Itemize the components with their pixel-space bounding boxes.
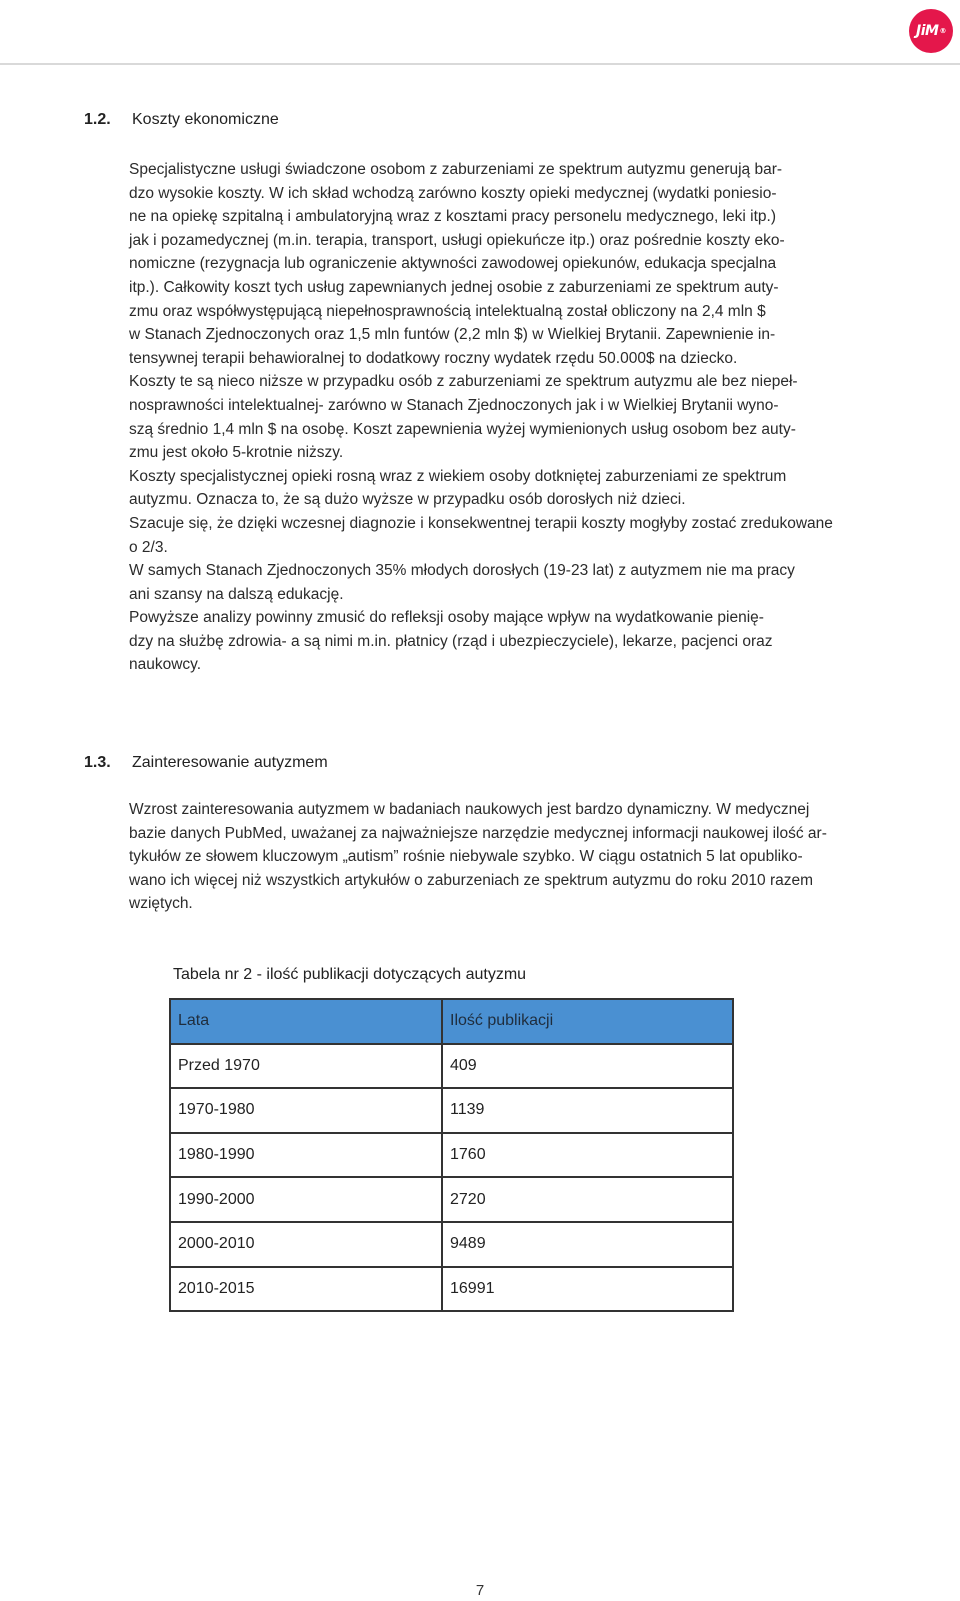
cell-count: 1760	[442, 1133, 733, 1178]
text-line: dzo wysokie koszty. W ich skład wchodzą zarówno koszty opieki medycznej (wydatki poniesio-	[129, 184, 777, 202]
cell-years: 1990-2000	[170, 1177, 442, 1222]
text-line: itp.). Całkowity koszt tych usług zapewnianych jednej osobie z zaburzeniami ze spektrum auty-	[129, 278, 779, 296]
text-line: autyzmu. Oznacza to, że są dużo wyższe w przypadku osób dorosłych niż dzieci.	[129, 491, 686, 509]
cell-count: 409	[442, 1044, 733, 1089]
text-line: wziętych.	[129, 895, 193, 913]
table-row	[170, 1088, 733, 1133]
cell-years: Przed 1970	[170, 1044, 442, 1089]
table-row	[170, 1267, 733, 1312]
text-line: zmu oraz współwystępującą niepełnosprawnością intelektualną został obliczony na 2,4 mln $	[129, 302, 766, 320]
text-line: W samych Stanach Zjednoczonych 35% młodych dorosłych (19-23 lat) z autyzmem nie ma pracy	[129, 562, 795, 580]
cell-count: 2720	[442, 1177, 733, 1222]
text-line: Szacuje się, że dzięki wczesnej diagnozie i konsekwentnej terapii koszty mogłyby zostać zredukowane	[129, 514, 833, 532]
text-line: tensywnej terapii behawioralnej to dodatkowy roczny wydatek rzędu 50.000$ na dziecko.	[129, 349, 738, 367]
costs-paragraph	[129, 158, 869, 677]
text-line: Powyższe analizy powinny zmusić do refleksji osoby mające wpływ na wydatkowanie pienię-	[129, 609, 764, 627]
table-caption: Tabela nr 2 - ilość publikacji dotyczących autyzmu	[173, 966, 527, 983]
cell-years: 2000-2010	[170, 1222, 442, 1267]
cell-count: 9489	[442, 1222, 733, 1267]
page-number: 7	[475, 1582, 485, 1599]
text-line: ani szansy na dalszą edukację.	[129, 585, 344, 603]
text-line: jak i pozamedycznej (m.in. terapia, transport, usługi opiekuńcze itp.) oraz pośrednie koszty eko-	[129, 231, 785, 249]
cell-years: 1980-1990	[170, 1133, 442, 1178]
logo-registered-mark: ®	[939, 27, 946, 35]
table-row	[170, 1222, 733, 1267]
text-line: Koszty specjalistycznej opieki rosną wraz z wiekiem osoby dotkniętej zaburzeniami ze spektrum	[129, 467, 787, 485]
section-number: 1.3.	[84, 754, 111, 771]
table-row	[170, 1177, 733, 1222]
publications-table	[169, 998, 734, 1312]
section-title: Koszty ekonomiczne	[132, 111, 279, 128]
text-line: nosprawności intelektualnej- zarówno w Stanach Zjednoczonych jak i w Wielkiej Brytanii wyno-	[129, 396, 779, 414]
text-line: Specjalistyczne usługi świadczone osobom z zaburzeniami ze spektrum autyzmu generują bar-	[129, 161, 783, 178]
jim-logo	[909, 9, 953, 53]
text-line: w Stanach Zjednoczonych oraz 1,5 mln funtów (2,2 mln $) w Wielkiej Brytanii. Zapewnienie in-	[129, 326, 776, 344]
text-line: nomiczne (rezygnacja lub ograniczenie aktywności zawodowej opiekunów, edukacja specjalna	[129, 255, 777, 273]
text-line: tykułów ze słowem kluczowym „autism” rośnie niebywale szybko. W ciągu ostatnich 5 lat opubliko-	[129, 848, 803, 866]
text-line: naukowcy.	[129, 656, 202, 674]
header-divider	[0, 63, 960, 65]
table-row	[170, 1044, 733, 1089]
text-line: dzy na służbę zdrowia- a są nimi m.in. płatnicy (rząd i ubezpieczyciele), lekarze, pacjenci oraz	[129, 632, 773, 650]
table-row	[170, 1133, 733, 1178]
section-heading-interest	[84, 754, 328, 772]
text-line: zmu jest około 5-krotnie niższy.	[129, 444, 344, 462]
cell-years: 1970-1980	[170, 1088, 442, 1133]
logo-text: JiM	[916, 23, 939, 39]
section-number: 1.2.	[84, 111, 111, 128]
text-line: ne na opiekę szpitalną i ambulatoryjną wraz z kosztami pracy personelu medycznego, leki itp.)	[129, 208, 777, 226]
text-line: Koszty te są nieco niższe w przypadku osób z zaburzeniami ze spektrum autyzmu ale bez niepeł-	[129, 373, 798, 391]
section-title: Zainteresowanie autyzmem	[132, 754, 328, 771]
section-heading-costs	[84, 111, 279, 129]
interest-paragraph	[129, 798, 869, 916]
table-header-row	[170, 999, 733, 1044]
column-header-count: Ilość publikacji	[442, 999, 733, 1044]
text-line: o 2/3.	[129, 538, 168, 556]
text-line: bazie danych PubMed, uważanej za najważniejsze narzędzie medycznej informacji naukowej ilość ar-	[129, 824, 827, 842]
text-line: Wzrost zainteresowania autyzmem w badaniach naukowych jest bardzo dynamiczny. W medycznej	[129, 801, 810, 818]
cell-count: 16991	[442, 1267, 733, 1312]
cell-years: 2010-2015	[170, 1267, 442, 1312]
column-header-years: Lata	[170, 999, 442, 1044]
cell-count: 1139	[442, 1088, 733, 1133]
text-line: wano ich więcej niż wszystkich artykułów o zaburzeniach ze spektrum autyzmu do roku 2010 razem	[129, 871, 814, 889]
text-line: szą średnio 1,4 mln $ na osobę. Koszt zapewnienia wyżej wymienionych usług osobom bez auty-	[129, 420, 796, 438]
